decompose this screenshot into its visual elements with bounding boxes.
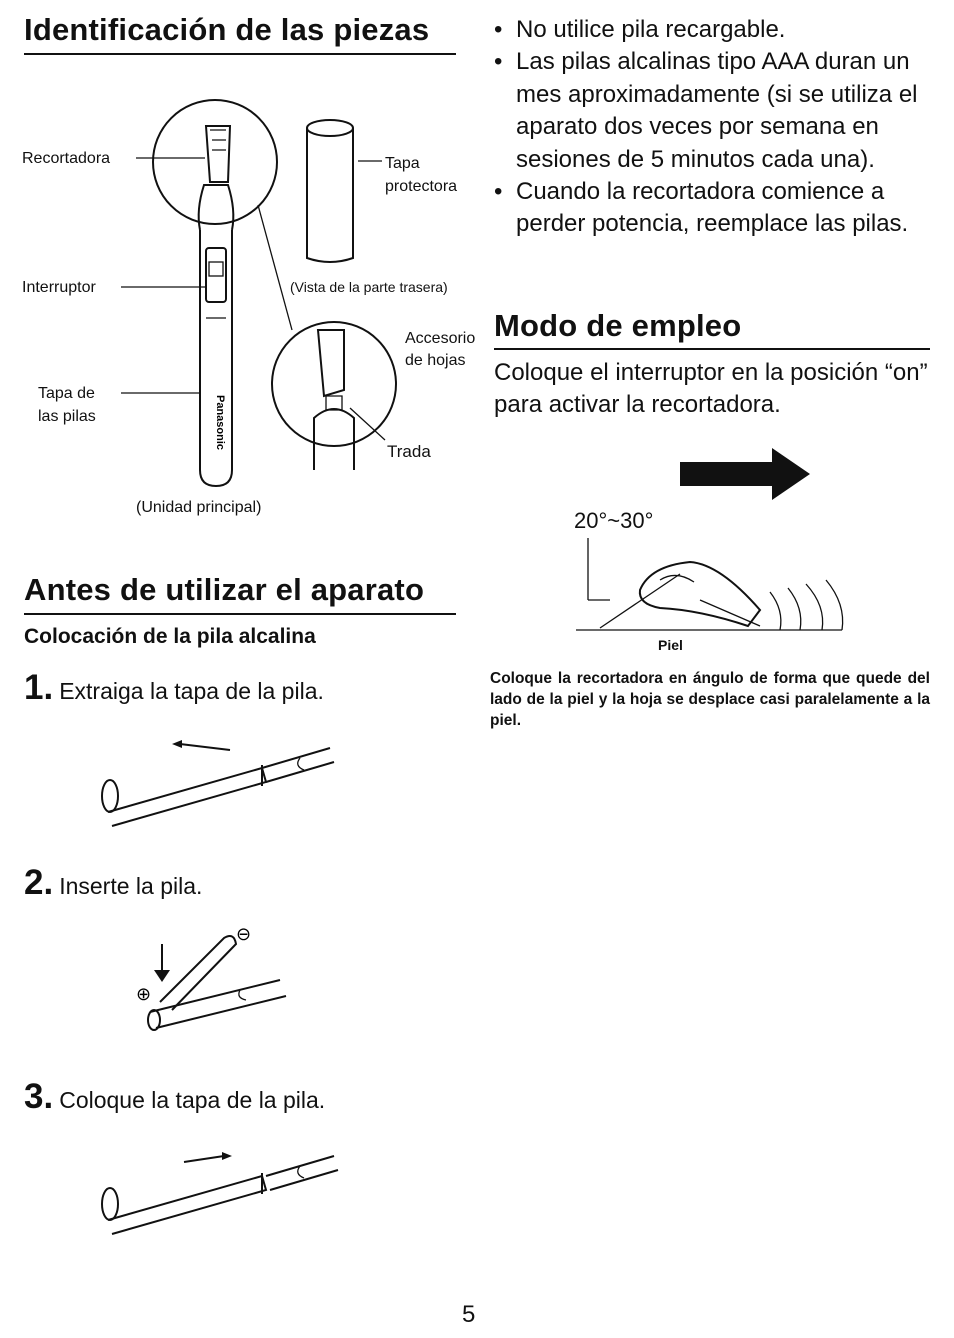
label-tapa: Tapa — [385, 155, 420, 172]
step-1-illustration — [0, 720, 954, 820]
angle-caption: Coloque la recortadora en ángulo de forma que quede del lado de la piel y la hoja se desplace casi paralelamente a la piel. — [490, 670, 930, 729]
label-interruptor: Interruptor — [22, 279, 96, 296]
step-3-number: 3. — [24, 1077, 54, 1116]
plus-symbol: ⊕ — [136, 984, 152, 1005]
bullet-item: • No utilice pila recargable. — [492, 14, 932, 46]
section-title-identificacion: Identificación de las piezas — [24, 12, 430, 47]
bullet-item: • Cuando la recortadora comience a perder potencia, reemplace las pilas. — [492, 176, 932, 241]
label-vista-trasera: (Vista de la parte trasera) — [290, 279, 448, 295]
battery-notes — [492, 14, 932, 241]
label-unidad-principal: (Unidad principal) — [136, 499, 262, 516]
page-number: 5 — [462, 1301, 476, 1328]
subtitle-pila: Colocación de la pila alcalina — [24, 625, 316, 648]
step-1-number: 1. — [24, 668, 54, 707]
label-tapa-de: Tapa de — [38, 385, 95, 402]
section-title-antes: Antes de utilizar el aparato — [24, 572, 425, 607]
label-accesorio: Accesorio — [405, 330, 476, 347]
accessory-circle — [272, 322, 396, 446]
step-2-number: 2. — [24, 863, 54, 902]
title-rule-3 — [494, 348, 930, 350]
step-1 — [24, 668, 324, 708]
step-3 — [24, 1077, 325, 1117]
step-3-illustration — [0, 1140, 954, 1240]
instruction-text: Coloque el interruptor en la posición “on” para activar la recortadora. — [494, 359, 928, 419]
bullet-item: • Las pilas alcalinas tipo AAA duran un mes aproximadamente (si se utiliza el aparato dos veces por semana en sesiones de 5 minutos cada una). — [492, 46, 932, 176]
label-de-hojas: de hojas — [405, 352, 466, 369]
angle-label: 20°~30° — [574, 508, 654, 533]
trimmer-angle-diagram — [0, 530, 954, 650]
label-recortadora: Recortadora — [22, 150, 111, 167]
step-1-text: Extraiga la tapa de la pila. — [59, 678, 324, 704]
brand-text: Panasonic — [214, 395, 226, 451]
label-trada: Trada — [387, 442, 431, 461]
label-protectora: protectora — [385, 178, 458, 195]
step-2-text: Inserte la pila. — [59, 873, 203, 899]
section-title-modo: Modo de empleo — [494, 308, 742, 343]
label-las-pilas: las pilas — [38, 408, 96, 425]
protective-cap — [307, 128, 353, 262]
step-2-illustration — [0, 920, 954, 1040]
step-3-text: Coloque la tapa de la pila. — [59, 1087, 326, 1113]
right-arrow-icon — [0, 446, 954, 506]
skin-label: Piel — [658, 637, 683, 653]
minus-symbol: ⊖ — [236, 924, 252, 945]
step-2 — [24, 863, 202, 903]
